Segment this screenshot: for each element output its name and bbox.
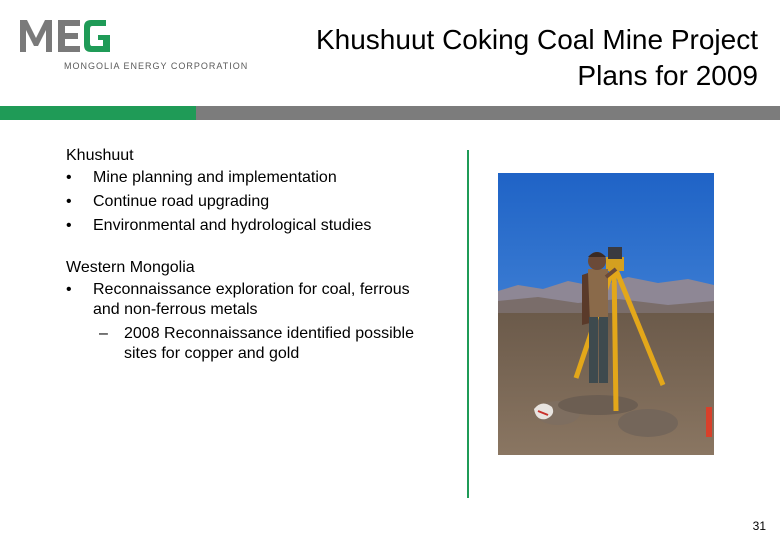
list-item (66, 280, 436, 320)
list-item (66, 192, 436, 212)
section-heading: Khushuut (66, 147, 134, 164)
divider-line (467, 150, 469, 498)
bullet-marker: • (66, 169, 72, 186)
header-band-gray (196, 106, 780, 120)
section-khushuut (66, 144, 436, 236)
bullet-marker: • (66, 217, 72, 234)
bullet-marker: • (66, 281, 72, 298)
header-band-green (0, 106, 196, 120)
section-western-mongolia (66, 256, 436, 364)
sub-bullet-text: 2008 Reconnaissance identified possible sites for copper and gold (124, 325, 414, 362)
bullet-text: Continue road upgrading (93, 193, 270, 210)
page-number: 31 (752, 519, 766, 533)
list-item (66, 216, 436, 236)
bullet-marker: • (66, 193, 72, 210)
slide-content (66, 144, 436, 384)
bullet-text: Reconnaissance exploration for coal, ferrous and non-ferrous metals (93, 281, 410, 318)
company-logo (18, 14, 248, 74)
title-line-2: Plans for 2009 (577, 60, 758, 91)
list-item (66, 168, 436, 188)
bullet-text: Mine planning and implementation (93, 169, 337, 186)
section-heading: Western Mongolia (66, 259, 195, 276)
logo-subtitle: MONGOLIA ENERGY CORPORATION (64, 61, 249, 71)
slide-title (316, 22, 758, 94)
dash-marker: – (99, 325, 108, 342)
sub-list-item (66, 324, 436, 364)
meg-logo-mark (18, 14, 114, 56)
bullet-text: Environmental and hydrological studies (93, 217, 372, 234)
surveyor-photo (498, 173, 714, 455)
title-line-1: Khushuut Coking Coal Mine Project (315, 24, 758, 55)
